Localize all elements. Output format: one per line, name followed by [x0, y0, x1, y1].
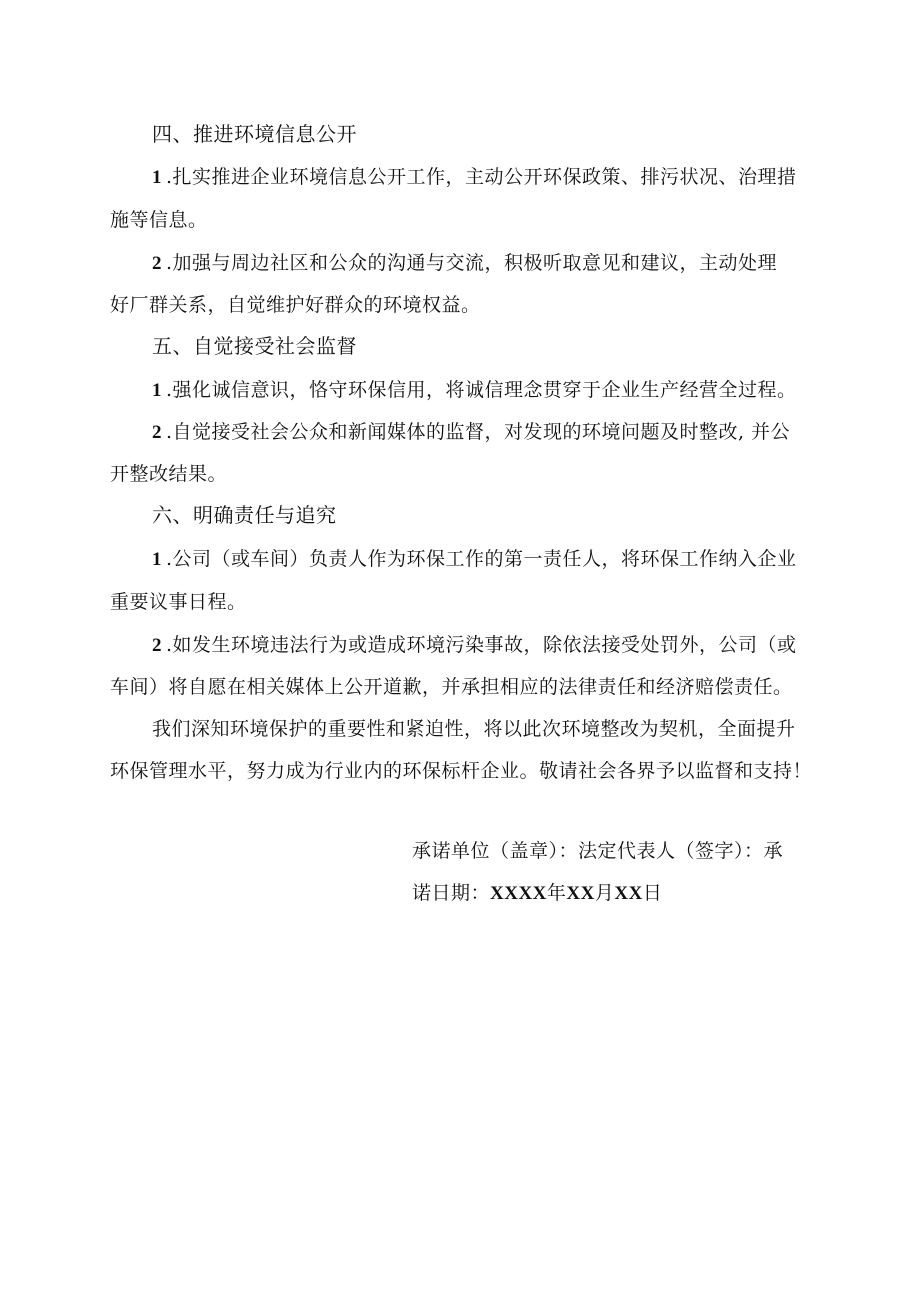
section-6-item-1 [152, 546, 797, 573]
date-month: XX [566, 883, 595, 904]
section-6-item-1-cont: 重要议事日程。 [110, 591, 247, 613]
item-number: 1 [152, 167, 162, 188]
date-day: XX [614, 883, 643, 904]
section-4-item-1 [152, 164, 797, 191]
commitment-date [412, 880, 662, 907]
closing-line-2: 环保管理水平，努力成为行业内的环保标杆企业。敬请社会各界予以监督和支持！ [110, 760, 813, 782]
item-number: 2 [152, 635, 162, 656]
item-text: .如发生环境违法行为或造成环境污染事故，除依法接受处罚外，公司（或 [166, 634, 797, 656]
section-heading-6: 六、明确责任与追究 [152, 503, 337, 527]
item-number: 1 [152, 549, 162, 570]
item-text: .强化诚信意识，恪守环保信用，将诚信理念贯穿于企业生产经营全过程。 [166, 379, 797, 401]
date-year: XXXX [490, 883, 547, 904]
date-label: 诺日期： [412, 882, 491, 904]
day-unit: 日 [642, 882, 663, 904]
section-heading-5: 五、自觉接受社会监督 [152, 334, 357, 358]
year-unit: 年 [546, 882, 567, 904]
section-6-item-2 [152, 632, 797, 659]
section-6-item-2-cont: 车间）将自愿在相关媒体上公开道歉，并承担相应的法律责任和经济赔偿责任。 [110, 676, 793, 698]
item-number: 2 [152, 253, 162, 274]
section-5-item-1 [152, 377, 797, 404]
month-unit: 月 [594, 882, 615, 904]
item-text: .自觉接受社会公众和新闻媒体的监督，对发现的环境问题及时整改, 并公 [166, 421, 791, 443]
section-4-item-2 [152, 250, 777, 277]
section-heading-4: 四、推进环境信息公开 [152, 122, 357, 146]
closing-line-1: 我们深知环境保护的重要性和紧迫性，将以此次环境整改为契机，全面提升 [152, 718, 796, 740]
signature-line: 承诺单位（盖章）：法定代表人（签字）：承 [412, 840, 784, 862]
item-text: .公司（或车间）负责人作为环保工作的第一责任人，将环保工作纳入企业 [166, 548, 797, 570]
item-text: .扎实推进企业环境信息公开工作，主动公开环保政策、排污状况、治理措 [166, 166, 797, 188]
item-number: 2 [152, 422, 162, 443]
item-number: 1 [152, 380, 162, 401]
section-5-item-2 [152, 419, 790, 446]
section-4-item-1-cont: 施等信息。 [110, 209, 208, 231]
item-text: .加强与周边社区和公众的沟通与交流，积极听取意见和建议，主动处理 [166, 252, 778, 274]
section-5-item-2-cont: 开整改结果。 [110, 463, 228, 485]
section-4-item-2-cont: 好厂群关系，自觉维护好群众的环境权益。 [110, 294, 481, 316]
